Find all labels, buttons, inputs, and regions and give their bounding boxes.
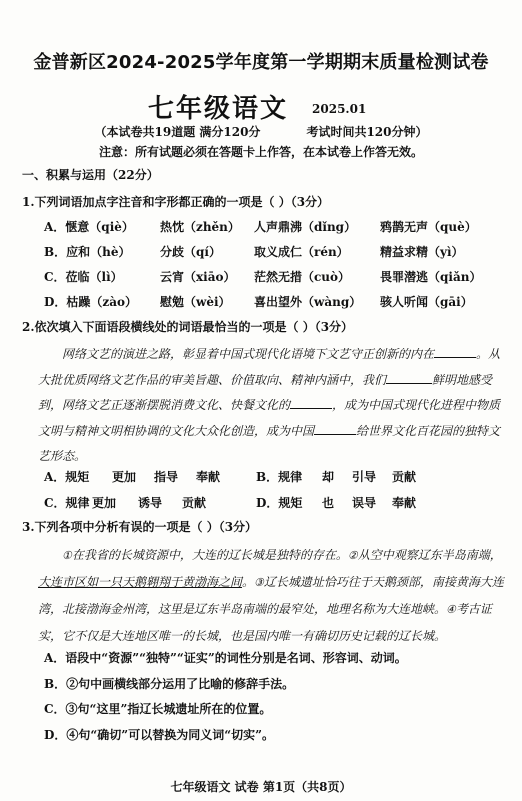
fill-blank [290, 396, 332, 409]
q2-option-item: 奉献 [196, 470, 221, 484]
q1-option-item: 分歧（qí） [160, 245, 221, 259]
exam-info [0, 123, 522, 140]
q3-passage-text: 考古证实，它不仅是大连地区唯一的长城，也是国内唯一有确切历史记载的辽长城。 [38, 602, 492, 643]
exam-notice: 注意：所有试题必须在答题卡上作答，在本试卷上作答无效。 [98, 145, 423, 159]
grade-line [148, 88, 366, 125]
subject-grade: 七年级语文 [148, 94, 289, 124]
exam-date: 2025.01 [312, 102, 367, 116]
q2-option-item: D．规矩 [256, 496, 303, 510]
q2-option-item: 也 [322, 496, 335, 510]
q1-option-item: 人声鼎沸（dǐng） [254, 220, 357, 234]
question-3-stem: 3.下列各项中分析有误的一项是（ ）（3分） [22, 520, 258, 534]
q1-option-item: 慰勉（wèi） [160, 295, 231, 309]
q1-option-item: 畏罪潜逃（qiǎn） [380, 270, 482, 284]
q2-option-item: C．规律 [44, 496, 90, 510]
q3-choice-d: D．④句“确切”可以替换为同义词“切实”。 [44, 728, 275, 742]
q2-option-item: 贡献 [182, 496, 207, 510]
q2-passage-text: 鲜明地感受到，网络文艺正逐渐摆脱消费文化、快餐文化的 [38, 372, 493, 412]
q1-option-item: 取义成仁（rén） [254, 245, 349, 259]
q2-option-item: B．规律 [256, 470, 303, 484]
q3-choice-b: B．②句中画横线部分运用了比喻的修辞手法。 [44, 677, 295, 691]
question-2-stem: 2.依次填入下面语段横线处的词语最恰当的一项是（ ）（3分） [22, 320, 354, 334]
fill-blank [386, 371, 432, 384]
q2-option-item: 奉献 [392, 496, 417, 510]
q1-option-item: 热忱（zhěn） [160, 220, 240, 234]
q1-option-item: 喜出望外（wàng） [254, 295, 362, 309]
sentence-number: ① [62, 549, 72, 562]
q3-passage-text: 。 [242, 575, 255, 589]
q1-option-item: C．莅临（lì） [44, 270, 123, 284]
q2-option-item: 引导 [352, 470, 377, 484]
q2-option-item: 诱导 [138, 496, 163, 510]
section-heading: 一、积累与运用（22分） [22, 168, 159, 182]
underlined-phrase: 大连市区如一只天鹅翱翔于黄渤海之间 [38, 575, 243, 589]
q1-option-item: 鸦鹊无声（què） [380, 220, 477, 234]
q1-option-item: 茫然无措（cuò） [254, 270, 351, 284]
q2-option-item: 误导 [352, 496, 377, 510]
q2-passage-text: 。从大批优质网络文艺作品的审美旨趣、价值取向、精神内涵中，我们 [38, 347, 501, 387]
sentence-number: ③ [254, 576, 264, 589]
sentence-number: ④ [446, 603, 456, 616]
q1-option-item: D．枯躁（zào） [44, 295, 138, 309]
page-footer: 七年级语文 试卷 第1页（共8页） [170, 780, 352, 794]
sentence-number: ② [347, 549, 358, 562]
q3-choice-a: A．语段中“资源”“独特”“证实”的词性分别是名词、形容词、动词。 [44, 651, 407, 665]
question-1-stem: 1.下列词语加点字注音和字形都正确的一项是（ ）（3分） [22, 195, 330, 209]
q2-option-item: 指导 [154, 470, 179, 484]
exam-info-right: 考试时间共120分钟） [306, 125, 428, 139]
q1-option-item: 骇人听闻（gāi） [380, 295, 473, 309]
q2-option-item: 更加 [112, 470, 137, 484]
q3-passage-text: 辽长城遗址恰巧往于天鹅颈部，南接黄海大连湾，北接渤海金州湾，这里是辽东半岛南端的最窄处，地理名称为大连地峡。 [38, 575, 504, 616]
q2-passage-text: ，成为中国式现代化进程中物质文明与精神文明相协调的文化大众化创造，成为中国 [38, 398, 501, 438]
exam-info-left: （本试卷共19道题 满分120分 [94, 125, 261, 139]
q2-passage-text: 给世界文化百花园的独特文艺形态。 [38, 423, 501, 463]
q1-option-item: B．应和（hè） [44, 245, 131, 259]
q2-passage-text: 网络文艺的演进之路，彰显着中国式现代化语境下文艺守正创新的内在 [62, 347, 435, 361]
fill-blank [314, 422, 356, 435]
q2-option-item: 更加 [92, 496, 117, 510]
q1-option-item: 云宵（xiāo） [160, 270, 236, 284]
q3-choice-c: C．③句“这里”指辽长城遗址所在的位置。 [44, 702, 272, 716]
q2-option-item: A．规矩 [44, 470, 90, 484]
q2-option-item: 贡献 [392, 470, 417, 484]
fill-blank [434, 345, 476, 358]
q1-option-item: 精益求精（yì） [380, 245, 464, 259]
q2-option-item: 却 [322, 470, 335, 484]
exam-title: 金普新区2024-2025学年度第一学期期末质量检测试卷 [33, 52, 489, 73]
q3-passage [38, 542, 508, 649]
q3-passage-text: 从空中观察辽东半岛南端， [357, 548, 502, 562]
q2-passage [38, 342, 508, 470]
q1-option-item: A．惬意（qiè） [44, 220, 134, 234]
q3-passage-text: 在我省的长城资源中，大连的辽长城是独特的存在。 [71, 548, 348, 562]
